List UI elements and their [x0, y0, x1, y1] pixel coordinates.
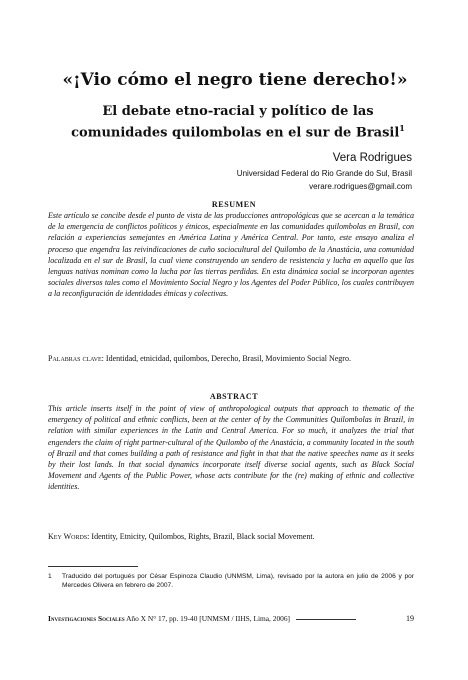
footnote: [48, 572, 414, 590]
resumen-text: Este artículo se concibe desde el punto de vista de las producciones antropológicas que se acercan a la temática de la emergencia de conflictos políticos y étnicos, especialmente en las comunidades quilombolas en Brasil, con relación a experiencias semejantes en América Latina y América Central. Por tanto, este ensayo analiza el proceso que engendra las reivindicaciones de cuño sociocultural del Quilombo de la Anastácia, una comunidad localizada en el sur de Brasil, la cual viene construyendo un sendero de resistencia y lucha en aquello que las lenguas nativas nominan como la lucha por las tierras perdidas. En esta dinámica social se incorporan agentes sociales diversos tales como el Movimiento Social Negro y los Agentes del Poder Público, los cuales contribuyen a la reconfiguración de identidades étnicas y colectivas.: [48, 211, 414, 299]
footer-citation: Año X N° 17, pp. 19-40 [UNMSM / IIHS, Lima, 2006]: [126, 614, 290, 623]
abstract-text: This article inserts itself in the point of view of anthropological outputs that approach to thematic of the emergency of political and ethnic conflicts, been at the center of by the Communities Quilombolas in Brazil, in relation with similar experiences in the Latin and Central America. For so much, it analyzes the trial that engenders the claim of right partner-cultural of the Quilombo of the Anastácia, a community located in the south of Brazil and that comes building a path of resistance and fight in that that the native speeches name as it seeks by their lost lands. In that social dynamics incorporate itself diverse social agents, such as Black Social Movement and Agents of the Public Power, whose acts contribute for the (re) making of ethnic and collective identities.: [48, 404, 414, 492]
subtitle-text: El debate etno-racial y político de las comunidades quilombolas en el sur de Brasil: [71, 104, 400, 141]
author-email[interactable]: verare.rodrigues@gmail.com: [309, 182, 412, 191]
footer-journal: Investigaciones Sociales: [48, 614, 125, 623]
author-affiliation: Universidad Federal do Rio Grande do Sul, Brasil: [236, 169, 412, 178]
resumen-keywords-label: Palabras clave:: [48, 354, 104, 363]
footer-rule: [296, 619, 356, 620]
resumen-heading: RESUMEN: [211, 200, 257, 209]
subtitle-footnote-marker[interactable]: 1: [399, 123, 405, 133]
page-footer: [48, 614, 414, 624]
footnote-text: Traducido del portugués por César Espinoza Claudio (UNMSM, Lima), revisado por la autora en julio de 2006 y por Mercedes Olivera en febrero de 2007.: [62, 573, 414, 589]
resumen-keywords-list: Identidad, etnicidad, quilombos, Derecho, Brasil, Movimiento Social Negro.: [105, 354, 351, 363]
footnote-number: 1: [48, 573, 52, 580]
abstract-heading: ABSTRACT: [209, 392, 259, 401]
article-subtitle: [60, 104, 416, 141]
footnote-divider: [48, 566, 138, 567]
abstract-keywords-list: Identity, Etnicity, Quilombos, Rights, Brazil, Black social Movement.: [91, 532, 315, 541]
article-title: «¡Vio cómo el negro tiene derecho!»: [62, 70, 408, 90]
footer-page-number: 19: [406, 614, 414, 623]
author-name: Vera Rodrigues: [332, 152, 412, 164]
abstract-keywords-label: Key Words:: [48, 532, 90, 541]
resumen-keywords: [48, 353, 414, 364]
abstract-keywords: [48, 531, 414, 542]
